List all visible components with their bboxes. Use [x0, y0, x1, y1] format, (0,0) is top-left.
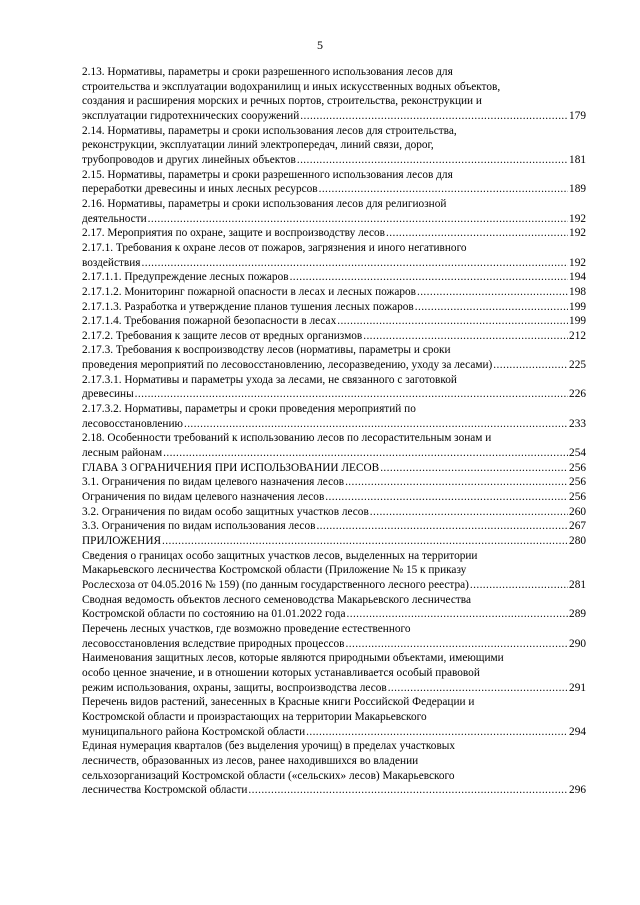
- toc-entry-text: 2.16. Нормативы, параметры и сроки использования лесов для религиозной: [82, 197, 447, 210]
- toc-entry[interactable]: [82, 695, 586, 739]
- toc-entry-text: эксплуатации гидротехнических сооружений: [82, 109, 300, 122]
- toc-entry[interactable]: [82, 534, 586, 549]
- toc-page-number: 179: [569, 109, 586, 122]
- toc-entry-text: древесины: [82, 388, 134, 401]
- toc-entry[interactable]: [82, 285, 586, 300]
- toc-entry[interactable]: [82, 270, 586, 285]
- toc-page-number: 294: [569, 725, 586, 738]
- toc-page-number: 290: [569, 637, 586, 650]
- dot-leader: [306, 725, 568, 740]
- toc-entry[interactable]: [82, 373, 586, 402]
- toc-page-number: 212: [569, 329, 586, 342]
- toc-entry-text: режим использования, охраны, защиты, воспроизводства лесов: [82, 681, 387, 694]
- toc-entry-text: деятельности: [82, 212, 147, 225]
- toc-entry-text: проведения мероприятий по лесовосстановлению, лесоразведению, уходу за лесами): [82, 359, 493, 372]
- dot-leader: [346, 637, 569, 652]
- toc-page-number: 280: [569, 535, 586, 547]
- dot-leader: [370, 505, 568, 520]
- toc-entry[interactable]: [82, 651, 586, 695]
- toc-entry[interactable]: [82, 65, 586, 124]
- toc-entry[interactable]: [82, 431, 586, 460]
- dot-leader: [415, 300, 568, 315]
- toc-entry-text: Единая нумерация кварталов (без выделения урочищ) в пределах участковых: [82, 740, 456, 753]
- toc-page-number: 199: [569, 315, 586, 328]
- toc-entry[interactable]: [82, 402, 586, 431]
- toc-entry[interactable]: [82, 490, 586, 505]
- toc-entry-text: 2.14. Нормативы, параметры и сроки использования лесов для строительства,: [82, 124, 457, 137]
- dot-leader: [319, 182, 568, 197]
- dot-leader: [162, 534, 568, 549]
- toc-entry[interactable]: [82, 226, 586, 241]
- dot-leader: [386, 226, 568, 241]
- toc-entry-text: 2.17.3.2. Нормативы, параметры и сроки проведения мероприятий по: [82, 403, 416, 416]
- toc-entry[interactable]: [82, 343, 586, 372]
- toc-entry[interactable]: [82, 329, 586, 344]
- dot-leader: [290, 270, 568, 285]
- toc-page-number: 198: [569, 285, 586, 298]
- toc-entry-text: особо ценное значение, и в отношении которых устанавливается особый правовой: [82, 666, 480, 679]
- toc-entry[interactable]: [82, 197, 586, 226]
- toc-entry[interactable]: [82, 593, 586, 622]
- dot-leader: [300, 109, 568, 124]
- toc-entry-text: 2.17.2. Требования к защите лесов от вредных организмов: [82, 329, 363, 342]
- toc-entry-text: лесовосстановления вследствие природных процессов: [82, 637, 345, 650]
- toc-entry[interactable]: [82, 124, 586, 168]
- dot-leader: [337, 314, 568, 329]
- page-number: 5: [317, 38, 323, 52]
- dot-leader: [248, 783, 568, 798]
- toc-entry-text: 2.17.3.1. Нормативы и параметры ухода за лесами, не связанного с заготовкой: [82, 373, 457, 386]
- toc-entry-text: строительства и эксплуатации водохранилищ и иных искусственных водных объектов,: [82, 80, 501, 93]
- toc-page-number: 254: [569, 447, 586, 460]
- toc-entry[interactable]: [82, 622, 586, 651]
- toc-entry-text: Костромской области по состоянию на 01.01.2022 года: [82, 608, 346, 621]
- dot-leader: [163, 446, 568, 461]
- toc-page-number: 291: [569, 681, 586, 694]
- toc-entry-text: лесничества Костромской области: [82, 784, 248, 797]
- toc-entry-text: 2.17.1.1. Предупреждение лесных пожаров: [82, 271, 289, 284]
- toc-entry[interactable]: [82, 475, 586, 490]
- dot-leader: [380, 461, 568, 476]
- toc-page-number: 192: [569, 212, 586, 225]
- dot-leader: [345, 475, 568, 490]
- toc-entry-text: 2.15. Нормативы, параметры и сроки разрешенного использования лесов для: [82, 168, 453, 181]
- toc-entry-text: 2.17.1.4. Требования пожарной безопасности в лесах: [82, 315, 337, 328]
- toc-entry-text: 2.17.1. Требования к охране лесов от пожаров, загрязнения и иного негативного: [82, 241, 467, 254]
- toc-page-number: 260: [569, 505, 586, 518]
- toc-entry[interactable]: [82, 461, 586, 476]
- toc-entry-text: 3.2. Ограничения по видам особо защитных участков лесов: [82, 505, 369, 518]
- toc-entry-text: Наименования защитных лесов, которые являются природными объектами, имеющими: [82, 652, 504, 665]
- toc-entry[interactable]: [82, 739, 586, 798]
- toc-entry-text: 2.17. Мероприятия по охране, защите и воспроизводству лесов: [82, 227, 386, 240]
- dot-leader: [325, 490, 568, 505]
- toc-page-number: 181: [569, 153, 586, 166]
- toc-page-number: 281: [569, 578, 586, 591]
- toc-entry-text: 3.3. Ограничения по видам использования лесов: [82, 520, 316, 533]
- toc-page-number: 189: [569, 183, 586, 196]
- toc-page-number: 226: [569, 388, 586, 401]
- table-of-contents: [82, 65, 586, 798]
- toc-page-number: 233: [569, 417, 586, 430]
- toc-entry-text: лесовосстановлению: [82, 417, 183, 430]
- toc-entry[interactable]: [82, 519, 586, 534]
- toc-entry-text: трубопроводов и других линейных объектов: [82, 153, 296, 166]
- dot-leader: [347, 607, 569, 622]
- toc-page-number: 192: [569, 256, 586, 269]
- dot-leader: [417, 285, 568, 300]
- toc-entry-text: ПРИЛОЖЕНИЯ: [82, 535, 162, 547]
- toc-page-number: 192: [569, 227, 586, 240]
- toc-entry-text: ГЛАВА 3 ОГРАНИЧЕНИЯ ПРИ ИСПОЛЬЗОВАНИИ ЛЕСОВ: [82, 461, 380, 474]
- toc-entry[interactable]: [82, 241, 586, 270]
- dot-leader: [142, 256, 569, 271]
- toc-entry-text: 2.18. Особенности требований к использованию лесов по лесорастительным зонам и: [82, 432, 492, 445]
- dot-leader: [184, 417, 568, 432]
- toc-entry-text: лесным районам: [82, 447, 163, 460]
- toc-entry-text: Перечень видов растений, занесенных в Красные книги Российской Федерации и: [82, 696, 475, 709]
- dot-leader: [316, 519, 568, 534]
- toc-entry[interactable]: [82, 168, 586, 197]
- toc-entry[interactable]: [82, 300, 586, 315]
- dot-leader: [493, 358, 568, 373]
- toc-entry-text: Костромской области и произрастающих на территории Макарьевского: [82, 710, 427, 723]
- toc-entry-text: создания и расширения морских и речных портов, строительства, реконструкции и: [82, 95, 482, 108]
- toc-entry-text: 2.17.1.3. Разработка и утверждение планов тушения лесных пожаров: [82, 300, 414, 313]
- toc-entry[interactable]: [82, 549, 586, 593]
- toc-page-number: 296: [569, 784, 586, 797]
- toc-entry-text: реконструкции, эксплуатации линий электропередач, линий связи, дорог,: [82, 139, 434, 152]
- toc-entry-text: сельхозорганизаций Костромской области («сельских» лесов) Макарьевского: [82, 769, 455, 782]
- toc-entry-text: воздействия: [82, 256, 141, 269]
- toc-entry[interactable]: [82, 505, 586, 520]
- dot-leader: [363, 329, 568, 344]
- toc-entry-text: Рослесхоза от 04.05.2016 № 159) (по данным государственного лесного реестра): [82, 578, 469, 591]
- dot-leader: [388, 681, 568, 696]
- toc-entry-text: Ограничения по видам целевого назначения лесов: [82, 491, 325, 504]
- toc-page-number: 289: [569, 608, 586, 621]
- toc-entry-text: переработки древесины и иных лесных ресурсов: [82, 183, 318, 196]
- toc-entry-text: Макарьевского лесничества Костромской области (Приложение № 15 к приказу: [82, 564, 467, 577]
- toc-entry-text: Сводная ведомость объектов лесного семеноводства Макарьевского лесничества: [82, 593, 471, 606]
- toc-entry-text: 2.13. Нормативы, параметры и сроки разрешенного использования лесов для: [82, 66, 453, 78]
- toc-entry-text: муниципального района Костромской области: [82, 725, 306, 738]
- toc-entry-text: лесничеств, образованных из лесов, ранее находившихся во владении: [82, 754, 419, 767]
- dot-leader: [470, 578, 568, 593]
- dot-leader: [135, 387, 568, 402]
- toc-page-number: 256: [569, 491, 586, 504]
- toc-entry[interactable]: [82, 314, 586, 329]
- toc-page-number: 225: [569, 359, 586, 372]
- toc-entry-text: Перечень лесных участков, где возможно проведение естественного: [82, 622, 411, 635]
- toc-page-number: 267: [569, 520, 586, 533]
- dot-leader: [148, 212, 568, 227]
- toc-page-number: 256: [569, 476, 586, 489]
- toc-page-number: 199: [569, 300, 586, 313]
- toc-page-number: 256: [569, 461, 586, 474]
- toc-entry-text: 3.1. Ограничения по видам целевого назначения лесов: [82, 476, 345, 489]
- toc-entry-text: Сведения о границах особо защитных участков лесов, выделенных на территории: [82, 549, 478, 562]
- toc-entry-text: 2.17.1.2. Мониторинг пожарной опасности в лесах и лесных пожаров: [82, 285, 416, 298]
- dot-leader: [297, 153, 568, 168]
- toc-entry-text: 2.17.3. Требования к воспроизводству лесов (нормативы, параметры и сроки: [82, 344, 451, 357]
- toc-page-number: 194: [569, 271, 586, 284]
